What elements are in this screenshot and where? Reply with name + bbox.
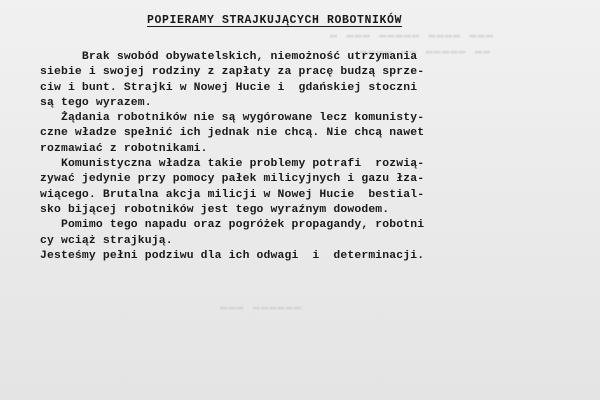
body-line: są tego wyrazem. — [40, 96, 152, 109]
body-line: zywać jedynie przy pomocy pałek milicyjnych i gazu łza- — [40, 173, 425, 186]
body-line: Pomimo tego napadu oraz pogróżek propagandy, robotni — [40, 219, 425, 232]
body-line: Komunistyczna władza takie problemy potrafi rozwią- — [40, 158, 425, 171]
bleed-through-text: ▬▬▬ ▬▬▬▬▬▬ — [220, 300, 303, 314]
body-line: siebie i swojej rodziny z zapłaty za pracę budzą sprze- — [40, 66, 425, 79]
body-line: Jesteśmy pełni podziwu dla ich odwagi i determinacji. — [40, 249, 425, 262]
body-line: rozmawiać z robotnikami. — [40, 142, 208, 155]
body-line: wiącego. Brutalna akcja milicji w Nowej Hucie bestial- — [40, 188, 425, 201]
body-line: ciw i bunt. Strajki w Nowej Hucie i gdańskiej stoczni — [40, 81, 418, 94]
bleed-through-text: ▬▬▬▬ ▬▬ ▬▬▬▬▬ ▬▬ — [360, 44, 492, 58]
document-body — [40, 50, 570, 264]
body-line: czne władze spełnić ich jednak nie chcą. Nie chcą nawet — [40, 127, 425, 140]
document-title: POPIERAMY STRAJKUJĄCYCH ROBOTNIKÓW — [147, 14, 403, 27]
body-line: sko bijącej robotników jest tego wyraźnym dowodem. — [40, 203, 390, 216]
body-line: Brak swobód obywatelskich, niemożność utrzymania — [40, 51, 418, 63]
body-line: Żądania robotników nie są wygórowane lecz komunisty- — [40, 112, 425, 125]
bleed-through-text: ▬ ▬▬▬ ▬▬▬▬▬ ▬▬▬▬ ▬▬▬ — [330, 28, 495, 42]
body-line: cy wciąż strajkują. — [40, 234, 173, 247]
